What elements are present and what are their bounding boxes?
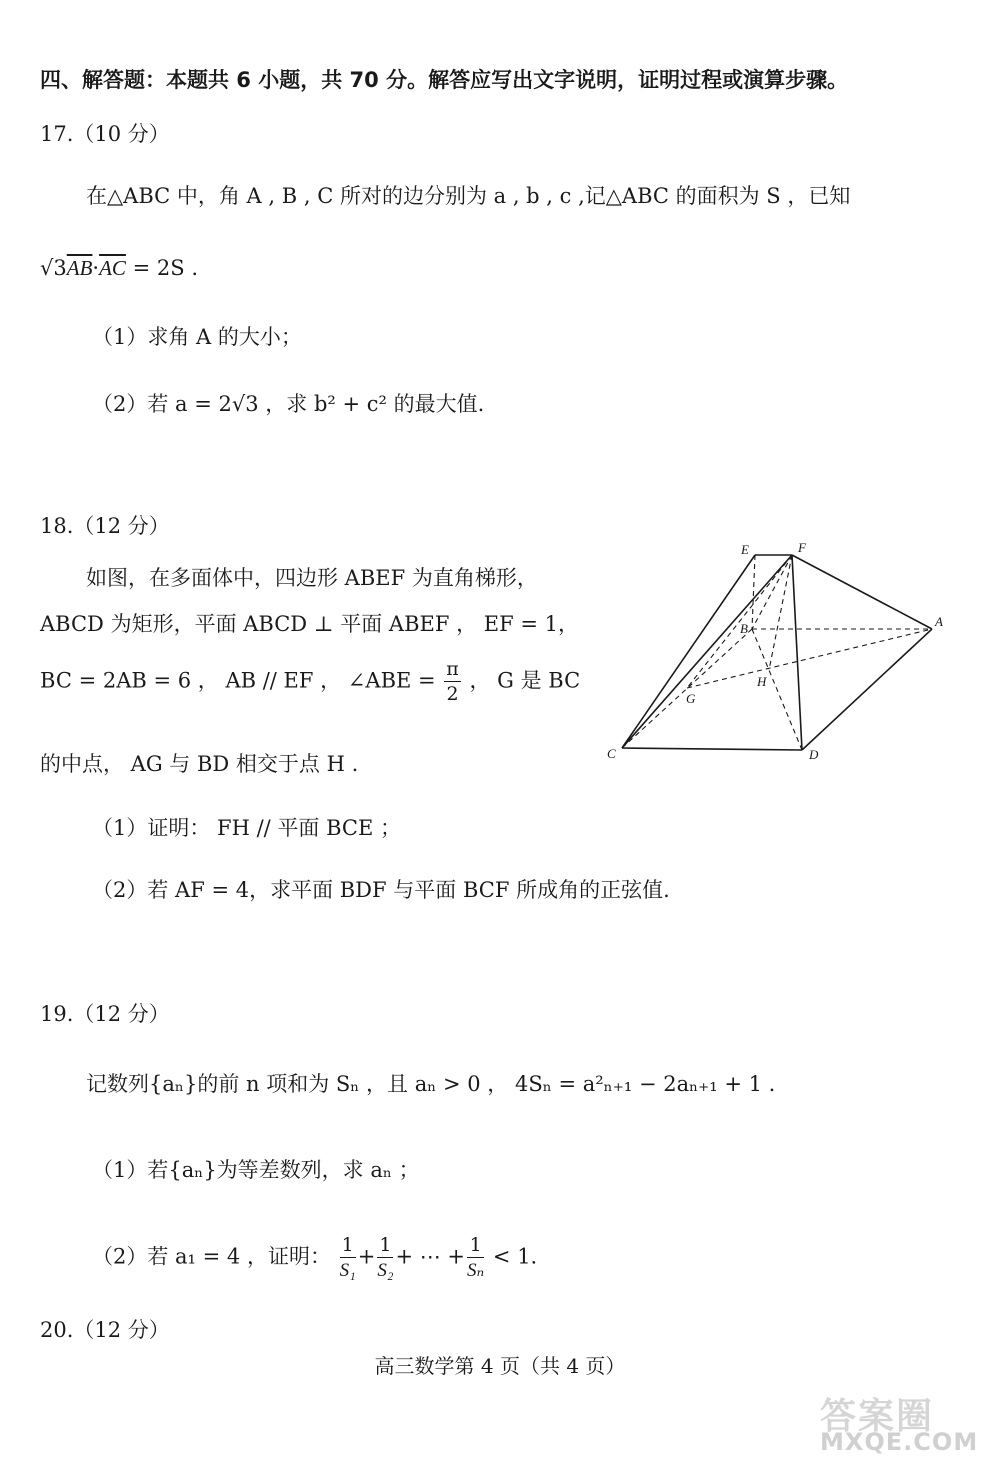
q17-dot: · (92, 256, 100, 280)
q19-part1: （1）若{aₙ}为等差数列，求 aₙ ； (92, 1158, 420, 1182)
edge-bd (752, 629, 802, 750)
section-heading: 四、解答题：本题共 6 小题，共 70 分。解答应写出文字说明，证明过程或演算步骤。 (40, 68, 849, 92)
fraction-denominator: S₁ (339, 1260, 356, 1281)
edge-da (802, 629, 932, 750)
edge-fa (792, 555, 932, 629)
fraction-denominator: Sₙ (467, 1260, 485, 1281)
ellipsis-sum: + ⋯ + (395, 1244, 466, 1269)
fraction-denominator: 2 (446, 683, 459, 705)
q18-part2: （2）若 AF = 4，求平面 BDF 与平面 BCF 所成角的正弦值. (92, 878, 670, 902)
label-h: H (757, 674, 767, 689)
plus-sign: + (357, 1244, 376, 1269)
fraction-numerator: 1 (340, 1236, 356, 1258)
fraction-numerator: 1 (467, 1236, 484, 1258)
q18-text-line4: 的中点， AG 与 BD 相交于点 H . (40, 752, 359, 776)
fraction-numerator: π (446, 658, 459, 680)
q17-number: 17.（10 分） (40, 122, 170, 146)
q20-number: 20.（12 分） (40, 1318, 170, 1342)
q18-line3-pre: BC = 2AB = 6 ， AB // EF ， ∠ABE = (40, 668, 436, 693)
q19-part2 (92, 1236, 537, 1280)
edge-fh (769, 555, 792, 670)
q17-text-line2 (40, 254, 198, 282)
q18-text-line3 (40, 660, 580, 704)
label-f: F (798, 540, 806, 555)
label-e: E (741, 542, 749, 557)
watermark-logo-text: 答案圈 (820, 1396, 935, 1437)
fraction-numerator: 1 (377, 1236, 393, 1258)
label-a: A (935, 614, 943, 629)
q18-line3-post: ， G 是 BC (469, 668, 581, 693)
q19-part2-post: < 1. (492, 1244, 538, 1269)
q17-equals-2s: = 2S . (132, 256, 198, 280)
q19-number: 19.（12 分） (40, 1002, 170, 1026)
label-g: G (686, 691, 696, 706)
q17-vector-ac: $\overline{AC}$ (99, 256, 126, 280)
edge-fc (622, 555, 792, 748)
fraction-1-over-sn (467, 1236, 484, 1280)
edge-cd (622, 748, 802, 750)
fraction-1-over-s2 (377, 1236, 393, 1280)
q18-text-line2: ABCD 为矩形，平面 ABCD ⊥ 平面 ABEF ， EF = 1， (40, 612, 579, 636)
edge-ga (687, 629, 932, 688)
q18-text-line1: 如图，在多面体中，四边形 ABEF 为直角梯形， (86, 566, 538, 590)
q17-vector-ab: $\overline{AB}$ (66, 256, 93, 280)
q17-text-line1: 在△ABC 中，角 A , B , C 所对的边分别为 a , b , c ,记△ABC 的面积为 S ，已知 (86, 184, 851, 208)
q19-text-line1: 记数列{aₙ}的前 n 项和为 Sₙ ，且 aₙ > 0 ， 4Sₙ = a²ₙ₊₁ − 2aₙ₊₁ + 1 . (86, 1072, 776, 1096)
edge-fd (792, 555, 802, 750)
edge-fb (752, 555, 792, 629)
hidden-edges (622, 555, 932, 750)
q17-part1: （1）求角 A 的大小； (92, 325, 302, 349)
fraction-denominator: S₂ (377, 1260, 394, 1281)
q18-part1: （1）证明： FH // 平面 BCE ； (92, 816, 401, 840)
edge-eb (752, 555, 755, 629)
fraction-1-over-s1 (340, 1236, 356, 1280)
label-b: B (740, 621, 748, 636)
edge-bc (622, 629, 752, 748)
page-footer: 高三数学第 4 页（共 4 页） (374, 1354, 626, 1378)
polyhedron-figure (600, 538, 960, 768)
edge-ec (622, 555, 755, 748)
q17-sqrt3: √3 (40, 256, 67, 280)
q19-part2-pre: （2）若 a₁ = 4 ，证明： (92, 1244, 331, 1269)
q18-number: 18.（12 分） (40, 514, 170, 538)
label-d: D (809, 747, 819, 762)
watermark-site: MXQE.COM (820, 1428, 979, 1456)
solid-edges (622, 555, 932, 750)
label-c: C (607, 746, 616, 761)
q18-fraction-pi-over-2 (444, 660, 461, 704)
q17-part2: （2）若 a = 2√3 ，求 b² + c² 的最大值. (92, 392, 485, 416)
